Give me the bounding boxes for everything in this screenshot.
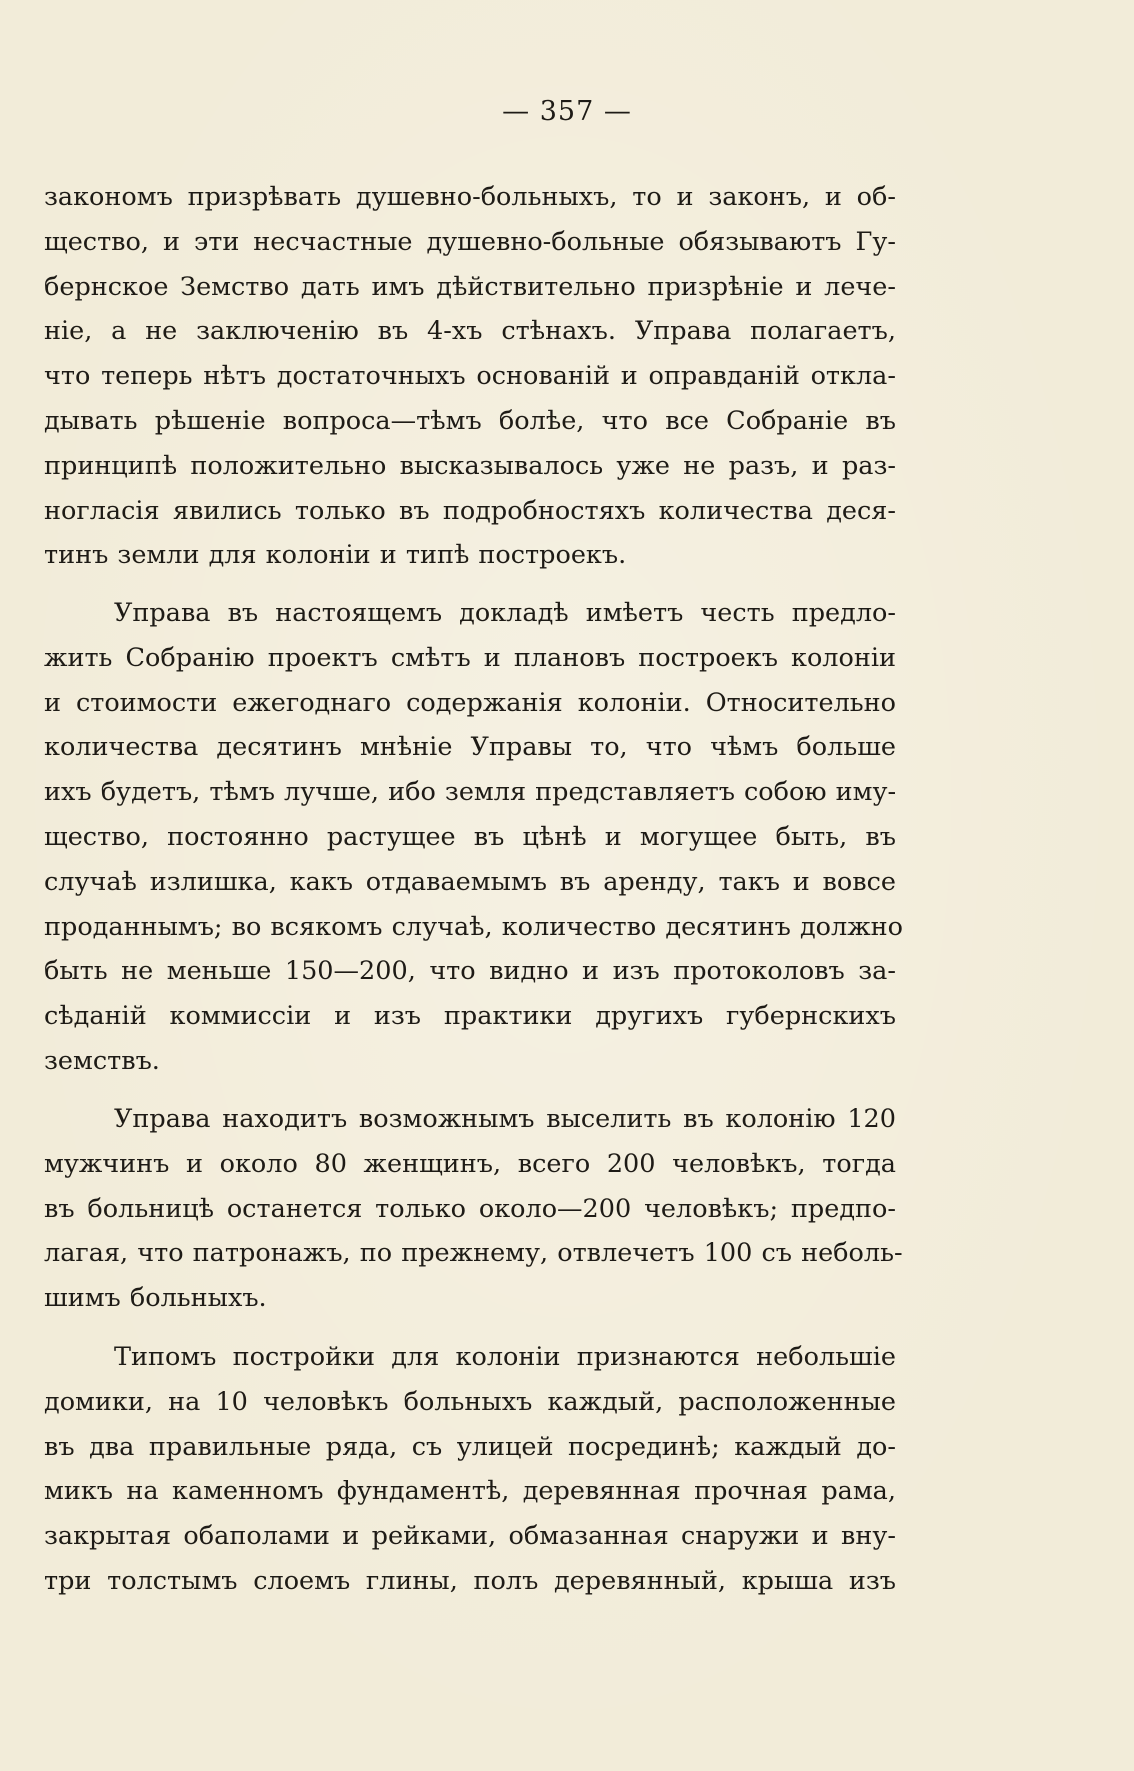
text-line: бернское Земство дать имъ дѣйствительно призрѣніе и лече- bbox=[44, 271, 896, 302]
text-line: мужчинъ и около 80 женщинъ, всего 200 человѣкъ, тогда bbox=[44, 1148, 896, 1179]
text-line: щество, и эти несчастные душевно-больные обязываютъ Гу- bbox=[44, 226, 896, 257]
text-line: ногласія явились только въ подробностяхъ количества деся- bbox=[44, 495, 896, 526]
paragraph-4 bbox=[44, 1335, 896, 1604]
text-line: шимъ больныхъ. bbox=[44, 1283, 267, 1314]
text-line: лагая, что патронажъ, по прежнему, отвлечетъ 100 съ неболь- bbox=[44, 1238, 903, 1269]
text-line: сѣданій коммиссіи и изъ практики другихъ губернскихъ bbox=[44, 1001, 896, 1032]
text-line: быть не меньше 150—200, что видно и изъ протоколовъ за- bbox=[44, 956, 896, 987]
text-line: земствъ. bbox=[44, 1045, 160, 1076]
text-line: что теперь нѣтъ достаточныхъ основаній и оправданій откла- bbox=[44, 361, 896, 392]
text-line: микъ на каменномъ фундаментѣ, деревянная прочная рама, bbox=[44, 1476, 896, 1507]
paragraph-3 bbox=[44, 1097, 903, 1321]
text-line: три толстымъ слоемъ глины, полъ деревянный, крыша изъ bbox=[44, 1565, 896, 1596]
text-line: проданнымъ; во всякомъ случаѣ, количество десятинъ должно bbox=[44, 911, 904, 942]
paragraph-1 bbox=[44, 175, 896, 578]
text-line: ніе, а не заключенію въ 4-хъ стѣнахъ. Управа полагаетъ, bbox=[44, 316, 896, 347]
paragraph-2 bbox=[44, 591, 904, 1084]
text-line: количества десятинъ мнѣніе Управы то, что чѣмъ больше bbox=[44, 732, 896, 763]
text-line: въ больницѣ останется только около—200 человѣкъ; предпо- bbox=[44, 1193, 896, 1224]
text-line: жить Собранію проектъ смѣтъ и плановъ построекъ колоніи bbox=[44, 642, 896, 673]
text-line: ихъ будетъ, тѣмъ лучше, ибо земля представляетъ собою иму- bbox=[44, 777, 897, 808]
text-line: Управа находитъ возможнымъ выселить въ колонію 120 bbox=[114, 1104, 896, 1134]
text-line: случаѣ излишка, какъ отдаваемымъ въ аренду, такъ и вовсе bbox=[44, 866, 896, 897]
text-line: Управа въ настоящемъ докладѣ имѣетъ честь предло- bbox=[114, 598, 896, 628]
text-line: въ два правильные ряда, съ улицей посрединѣ; каждый до- bbox=[44, 1431, 896, 1462]
page-number: — 357 — bbox=[502, 96, 632, 127]
text-line: дывать рѣшеніе вопроса—тѣмъ болѣе, что все Собраніе въ bbox=[44, 405, 896, 436]
text-line: щество, постоянно растущее въ цѣнѣ и могущее быть, въ bbox=[44, 821, 896, 852]
text-line: и стоимости ежегоднаго содержанія колоніи. Относительно bbox=[44, 687, 896, 718]
text-line: Типомъ постройки для колоніи признаются небольшіе bbox=[114, 1342, 896, 1372]
text-line: тинъ земли для колоніи и типѣ построекъ. bbox=[44, 540, 627, 571]
text-line: закономъ призрѣвать душевно-больныхъ, то и законъ, и об- bbox=[44, 182, 896, 212]
text-line: закрытая обаполами и рейками, обмазанная снаружи и вну- bbox=[44, 1521, 896, 1552]
text-line: домики, на 10 человѣкъ больныхъ каждый, расположенные bbox=[44, 1386, 896, 1417]
text-line: принципѣ положительно высказывалось уже не разъ, и раз- bbox=[44, 450, 896, 481]
